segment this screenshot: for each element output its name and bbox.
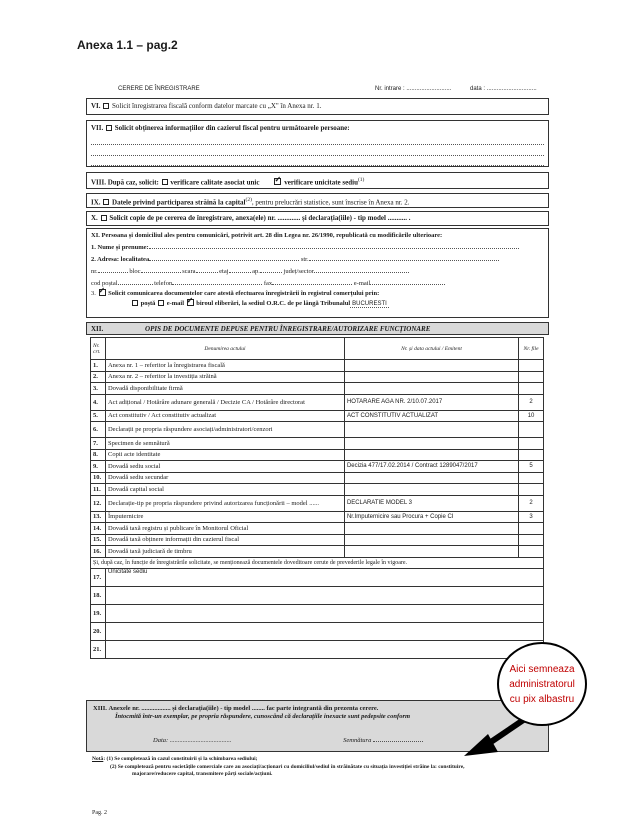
row-pages[interactable] [519,360,544,372]
row-number: 13. [91,511,106,523]
row-document: Anexa nr. 2 – referitor la investiția străină [105,371,344,383]
section-vi [86,98,549,115]
row-number: 7. [91,438,106,450]
table-row [91,623,544,641]
table-row [91,422,544,438]
row-number: 3. [91,383,106,395]
row-document: Dovadă disponibilitate firmă [105,383,344,395]
row-pages[interactable]: 5 [519,461,544,473]
row-act[interactable]: Nr.Imputernicire sau Procura + Copie CI [344,511,518,523]
row-document: Declarații pe propria răspundere asociați/administratori/cenzori [105,422,344,438]
row-document: Dovadă sediu secundar [105,472,344,484]
section-xi [86,228,549,318]
row-document: Declarație-tip pe propria răspundere privind autorizarea funcționării – model ...... [105,495,344,511]
checkbox-email[interactable] [158,300,164,306]
table-row [91,394,544,410]
row-act[interactable]: DECLARATIE MODEL 3 [344,495,518,511]
field-nume-input[interactable] [149,241,519,249]
row-pages[interactable]: 2 [519,394,544,410]
option-posta: poștă [140,300,156,307]
field-str-input[interactable] [309,253,499,261]
row-number: 8. [91,449,106,461]
table-row [91,511,544,523]
row-document: Act constitutiv / Act constitutiv actualizat [105,410,344,422]
field-localitate-input[interactable] [149,253,299,261]
field-nr-label: nr. [91,268,98,275]
row-pages[interactable]: 3 [519,511,544,523]
section-vii-line-3[interactable] [91,156,544,166]
date-field[interactable]: Data: ...................................... [153,737,232,744]
row-pages[interactable] [519,438,544,450]
opis-table-wrapper [90,337,544,659]
field-etaj-label: etaj [219,268,229,275]
row-document-free[interactable]: Unicitate sediu [105,569,543,587]
row-pages[interactable] [519,422,544,438]
section-ix-rest: , pentru prelucrări statistice, sunt înscrise în Anexa nr. 2. [251,198,410,207]
page-heading: Anexa 1.1 – pag.2 [77,38,178,52]
row-number: 1. [91,360,106,372]
row-number: 12. [91,495,106,511]
callout-line-3: cu pix albastru [509,693,575,705]
table-row [91,546,544,558]
field-scara-input[interactable] [196,265,218,273]
field-scara-label: scara [182,268,196,275]
page-footer: Pag. 2 [92,810,107,816]
field-localitate-label: 2. Adresa: localitatea [91,256,150,263]
table-row [91,383,544,395]
row-document-free[interactable] [105,587,543,605]
field-ap-label: ap. [252,268,260,275]
row-document: Dovadă taxă registru și publicare în Monitorul Oficial [105,523,344,535]
section-viii-number: VIII. [91,178,106,187]
option-email: e-mail [166,300,185,307]
field-nr-input[interactable] [98,265,128,273]
row-act[interactable] [344,534,518,546]
table-row [91,495,544,511]
col-pg-header: Nr. file [519,338,544,360]
table-row [91,449,544,461]
option-birou-eliberari: biroul eliberări, la sediul O.R.C. de pe lângă Tribunalul [196,300,351,307]
row-document: Dovadă taxă judiciară de timbru [105,546,344,558]
field-telefon-input[interactable] [172,277,262,285]
checkbox-posta[interactable] [132,300,138,306]
table-row [91,371,544,383]
section-x-number: X. [91,214,98,222]
row-number: 14. [91,523,106,535]
nota-3: majorare/reducere capital, transmitere părți sociale/acțiuni. [132,771,273,777]
row-act[interactable] [344,523,518,535]
checkbox-comunicare-checked[interactable] [99,289,106,296]
section-xi-number: XI. [91,232,100,239]
row-number: 10. [91,472,106,484]
col-doc-header: Denumirea actului [105,338,344,360]
row-document: Specimen de semnătură [105,438,344,450]
table-row [91,438,544,450]
row-number: 4. [91,394,106,410]
checkbox-vi[interactable] [103,103,109,109]
signature-label: Semnătura [343,737,372,744]
row-number: 20. [91,623,106,641]
row-act[interactable] [344,422,518,438]
note-row [91,557,544,569]
row-number: 2. [91,371,106,383]
item-3-text: Solicit comunicarea documentelor care atestă efectuarea înregistrării în registrul comerțului prin: [108,290,380,297]
row-pages[interactable] [519,534,544,546]
section-vi-text: Solicit înregistrarea fiscală conform datelor marcate cu „X" în Anexa nr. 1. [112,102,322,110]
section-ix [86,193,549,208]
row-document: Act adițional / Hotărâre adunare generală / Decizie CA / Hotărâre directorat [105,394,344,410]
col-act-header: Nr. și data actului / Emitent [344,338,518,360]
row-document-free[interactable] [105,623,543,641]
row-document: Dovadă capital social [105,484,344,496]
row-number: 21. [91,641,106,659]
callout-bubble [497,642,587,726]
row-pages[interactable] [519,472,544,484]
callout-line-2: administratorul [509,678,575,690]
row-act[interactable] [344,484,518,496]
row-number: 6. [91,422,106,438]
section-x-text: Solicit copie de pe cererea de înregistrare, anexa(ele) nr. ............. și declarația(iile) - tip model ........... . [109,214,411,222]
row-document: Copii acte identitate [105,449,344,461]
row-pages[interactable]: 10 [519,410,544,422]
table-row [91,410,544,422]
section-vii [86,120,549,167]
row-pages[interactable] [519,484,544,496]
field-email-label: e-mail [353,280,371,287]
table-row [91,569,544,587]
row-number: 19. [91,605,106,623]
field-fax-input[interactable] [272,277,352,285]
field-bloc-input[interactable] [141,265,181,273]
row-pages[interactable] [519,523,544,535]
field-judet-label: județ/sector [283,268,314,275]
form-data: data : .............................. [470,86,537,92]
row-act[interactable] [344,438,518,450]
row-act[interactable] [344,360,518,372]
row-pages[interactable] [519,449,544,461]
checkbox-birou-checked[interactable] [187,299,194,306]
row-act[interactable] [344,449,518,461]
opis-table [90,337,544,659]
row-document: Dovadă taxă obținere informații din cazierul fiscal [105,534,344,546]
form-nr-intrare: Nr. intrare : ........................... [375,86,452,92]
nota-label: Notă [92,756,104,762]
section-xii-header [86,322,549,335]
field-cod-postal-label: cod poștal [91,280,118,287]
row-document-free[interactable] [105,641,543,659]
row-number: 11. [91,484,106,496]
field-ap-input[interactable] [260,265,282,273]
section-vii-line-1[interactable] [91,134,544,145]
option-unicitate-sediu: verificare unicitate sediu [284,178,358,187]
table-row [91,523,544,535]
table-row [91,472,544,484]
row-pages[interactable]: 2 [519,495,544,511]
row-document-free[interactable] [105,605,543,623]
row-pages[interactable] [519,371,544,383]
section-xi-text: Persoana și domiciliul ales pentru comunicări, potrivit art. 28 din Legea nr. 26/1990, republicată cu modificările ulterioare: [101,232,443,239]
checkbox-x[interactable] [101,215,107,221]
col-nr-header: Nr. crt. [91,338,106,360]
section-ix-number: IX. [91,198,101,207]
table-row [91,641,544,659]
nota-2: (2) Se completează pentru societățile comerciale care au asociați/acționari cu domiciliul/sediul în străinătate cu situația investiției străine la: constituire, [110,763,465,770]
table-row [91,484,544,496]
row-number: 9. [91,461,106,473]
opis-header-row [91,338,544,360]
footnote-2-mark: (2) [245,197,252,203]
table-row [91,360,544,372]
signature-field[interactable] [373,735,423,742]
table-row [91,534,544,546]
row-act[interactable] [344,546,518,558]
row-act[interactable]: HOTARARE AGA NR. 2/10.07.2017 [344,394,518,410]
section-xiii-text: Anexele nr. .................. și declarația(iile) - tip model ........ fac parte integrantă din prezenta cerere. [108,705,379,712]
field-telefon-label: telefon [154,280,173,287]
footnote-1-mark: (1) [357,177,365,183]
row-document: Anexa nr. 1 – referitor la înregistrarea fiscală [105,360,344,372]
item-3-number: 3. [91,290,96,297]
table-row [91,461,544,473]
field-fax-label: fax [263,280,273,287]
field-etaj-input[interactable] [229,265,251,273]
field-bloc-label: bloc [129,268,141,275]
row-act[interactable]: Decizia 477/17.02.2014 / Contract 1289047/2017 [344,461,518,473]
section-xii-title: OPIS DE DOCUMENTE DEPUSE PENTRU ÎNREGISTRARE/AUTORIZARE FUNCȚIONARE [145,325,431,333]
section-viii-label: După caz, solicit: [107,178,159,187]
field-email-input[interactable] [370,277,445,285]
field-str-label: str. [300,256,309,263]
section-xiii-text2: Întocmită într-un exemplar, pe propria răspundere, cunoscând că declarațiile inexacte sunt pedepsite conform [115,713,411,720]
section-viii [86,172,549,189]
checkbox-unicitate-sediu-checked[interactable] [274,178,281,185]
row-act[interactable]: ACT CONSTITUTIV ACTUALIZAT [344,410,518,422]
note-row-text: Și, după caz, în funcție de înregistrările solicitate, se menționează documentele doveditoare cerute de prevederile legale în vigoare. [91,557,544,569]
nota-1: : (1) Se completează în cazul constituirii și la schimbarea sediului; [103,756,258,762]
section-vi-number: VI. [91,102,101,110]
checkbox-asociat-unic[interactable] [162,179,168,185]
field-cod-postal-input[interactable] [118,277,153,285]
row-pages[interactable] [519,383,544,395]
section-ix-text: Datele privind participarea străină la capital [112,198,246,207]
field-tribunal-city[interactable]: BUCURESTI [352,301,387,307]
row-pages[interactable] [519,546,544,558]
section-vii-text: Solicit obținerea informațiilor din cazierul fiscal pentru următoarele persoane: [114,124,350,132]
row-act[interactable] [344,371,518,383]
row-number: 17. [91,569,106,587]
table-row [91,587,544,605]
row-act[interactable] [344,472,518,484]
row-number: 5. [91,410,106,422]
row-number: 18. [91,587,106,605]
row-number: 15. [91,534,106,546]
field-nume-label: 1. Nume și prenume: [91,244,149,251]
section-xiii-number: XIII. [93,705,107,712]
section-xii-number: XII. [91,325,104,333]
section-vii-line-2[interactable] [91,145,544,156]
row-document: Împuternicire [105,511,344,523]
section-x [86,211,549,226]
form-top-left: CERERE DE ÎNREGISTRARE [118,86,200,92]
row-act[interactable] [344,383,518,395]
checkbox-ix[interactable] [103,199,109,205]
field-judet-input[interactable] [314,265,409,273]
checkbox-vii[interactable] [106,125,112,131]
option-asociat-unic: verificare calitate asociat unic [170,178,260,187]
callout-line-1: Aici semneaza [509,663,575,675]
table-row [91,605,544,623]
section-vii-number: VII. [91,124,104,132]
row-number: 16. [91,546,106,558]
row-document: Dovadă sediu social [105,461,344,473]
